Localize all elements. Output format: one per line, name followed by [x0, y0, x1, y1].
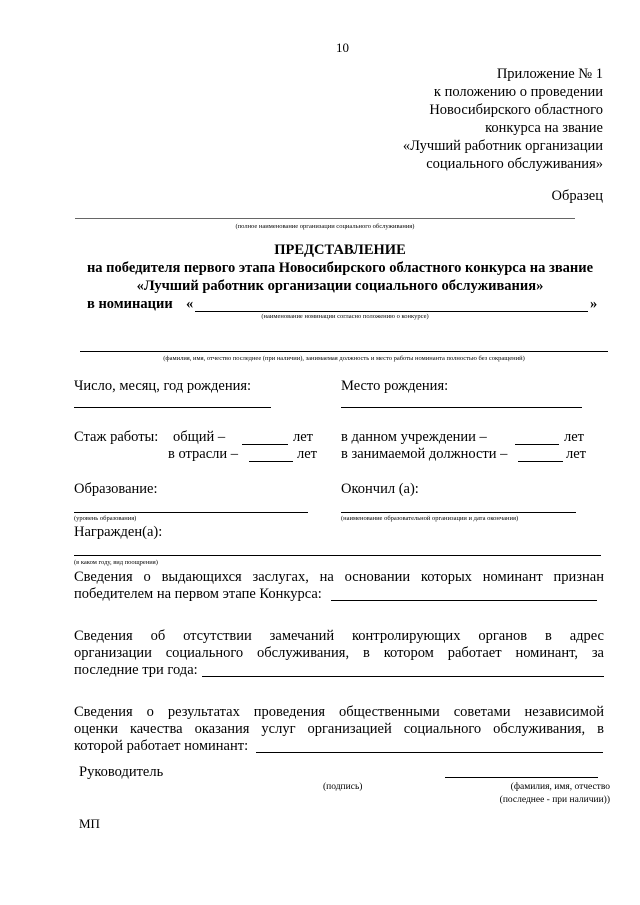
nomination-label: в номинации: [87, 296, 173, 312]
no-remarks-line-3: последние три года:: [74, 662, 198, 678]
appendix-line-5: «Лучший работник организации: [402, 138, 603, 154]
experience-position-label: в занимаемой должности –: [341, 446, 508, 462]
experience-institution-line: [515, 444, 559, 445]
birth-date-line: [74, 407, 271, 408]
merits-line-1: Сведения о выдающихся заслугах, на основании которых номинант признан: [74, 569, 604, 585]
experience-industry-years: лет: [297, 446, 318, 462]
heading-line-3: «Лучший работник организации социального обслуживания»: [136, 278, 544, 294]
birth-place-line: [341, 407, 582, 408]
nomination-caption: (наименование номинации согласно положению о конкурсе): [261, 313, 429, 320]
experience-position-years: лет: [566, 446, 587, 462]
appendix-line-4: конкурса на звание: [485, 120, 603, 136]
awarded-label: Награжден(а):: [74, 524, 163, 540]
experience-total-line: [242, 444, 288, 445]
experience-industry-line: [249, 461, 293, 462]
graduated-label: Окончил (а):: [341, 481, 419, 497]
org-name-line: [75, 218, 575, 219]
stamp-label: МП: [79, 816, 100, 831]
head-label: Руководитель: [79, 764, 164, 780]
document-title: ПРЕДСТАВЛЕНИЕ: [274, 242, 406, 258]
appendix-line-2: к положению о проведении: [433, 84, 603, 100]
graduated-line: [341, 512, 576, 513]
birth-date-label: Число, месяц, год рождения:: [74, 378, 252, 394]
experience-institution-years: лет: [564, 429, 585, 445]
evaluation-line-2: оценки качества оказания услуг организацией социального обслуживания, в: [74, 721, 604, 737]
evaluation-line: [256, 752, 603, 753]
graduated-caption: (наименование образовательной организации и дата окончания): [341, 515, 519, 522]
experience-label: Стаж работы:: [74, 429, 159, 445]
awarded-line: [74, 555, 601, 556]
heading-line-2: на победителя первого этапа Новосибирского областного конкурса на звание: [86, 260, 594, 276]
name-caption-1: (фамилия, имя, отчество: [510, 782, 610, 792]
appendix-line-1: Приложение № 1: [496, 66, 603, 82]
education-line: [74, 512, 308, 513]
evaluation-line-1: Сведения о результатах проведения общественными советами независимой: [74, 704, 604, 720]
experience-industry-label: в отрасли –: [168, 446, 239, 462]
signature-caption: (подпись): [323, 782, 363, 792]
awarded-caption: (в каком году, вид поощрения): [74, 559, 158, 566]
no-remarks-line-2: организации социального обслуживания, в котором работает номинант, за: [74, 645, 604, 661]
no-remarks-line: [202, 676, 604, 677]
page-number: 10: [336, 40, 349, 55]
education-label: Образование:: [74, 481, 158, 497]
experience-institution-label: в данном учреждении –: [341, 429, 487, 445]
merits-line-2: победителем на первом этапе Конкурса:: [74, 586, 322, 602]
birth-place-label: Место рождения:: [341, 378, 449, 394]
no-remarks-line-1: Сведения об отсутствии замечаний контролирующих органов в адрес: [74, 628, 604, 644]
sample-label: Образец: [551, 188, 603, 204]
merits-line: [331, 600, 597, 601]
org-name-caption: (полное наименование организации социального обслуживания): [235, 223, 415, 230]
head-name-line: [445, 777, 598, 778]
experience-total-years: лет: [293, 429, 314, 445]
appendix-line-3: Новосибирского областного: [429, 102, 603, 118]
nomination-close-quote: »: [590, 296, 598, 312]
nomination-open-quote: «: [186, 296, 194, 312]
experience-total-label: общий –: [173, 429, 226, 445]
nominee-line: [80, 351, 608, 352]
appendix-line-6: социального обслуживания»: [426, 156, 603, 172]
nominee-caption: (фамилия, имя, отчество последнее (при наличии), занимаемая должность и место работы номинанта полностью без сокращений): [163, 355, 525, 362]
experience-position-line: [518, 461, 563, 462]
education-caption: (уровень образования): [74, 515, 137, 522]
name-caption-2: (последнее - при наличии)): [499, 795, 610, 805]
nomination-line: [195, 311, 588, 312]
evaluation-line-3: которой работает номинант:: [74, 738, 249, 754]
